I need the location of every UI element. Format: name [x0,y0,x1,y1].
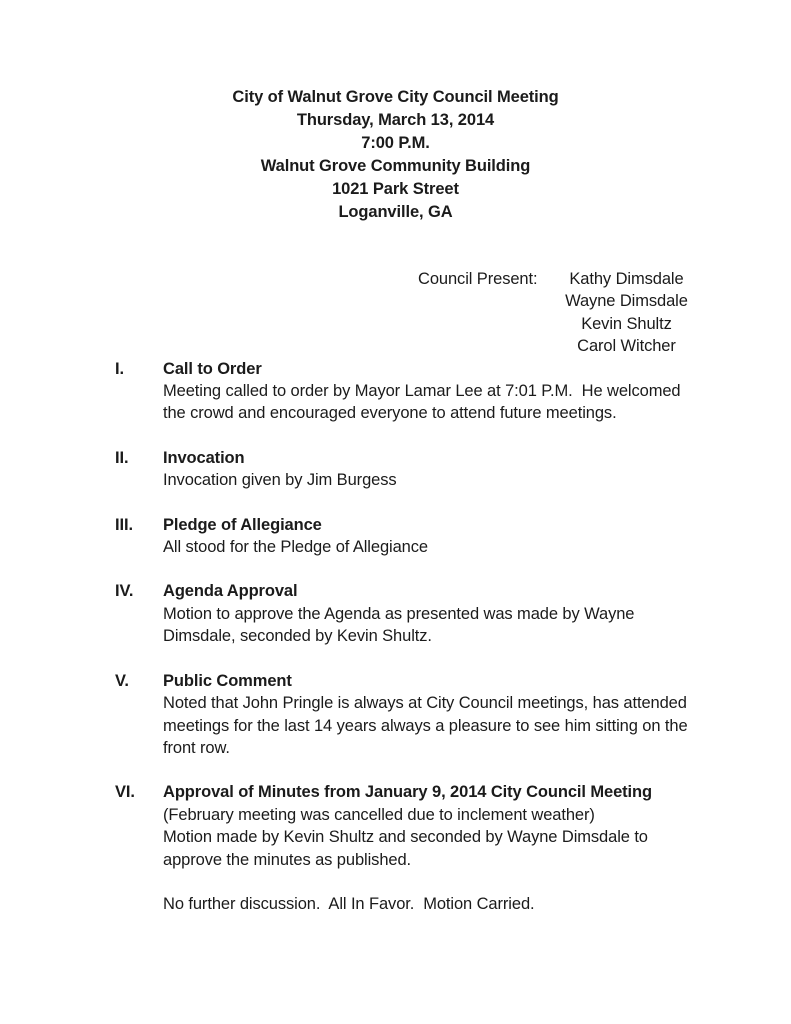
section-numeral: V. [115,671,129,690]
section-text-line: meetings for the last 14 years always a pleasure to see him sitting on the [163,716,688,735]
council-member: Kevin Shultz [581,314,672,333]
section-text-line: Motion to approve the Agenda as presented was made by Wayne [163,604,635,623]
section-content [163,670,738,760]
section-text-line: No further discussion. All In Favor. Motion Carried. [163,895,535,914]
meeting-date: Thursday, March 13, 2014 [296,111,495,129]
section-content [163,580,738,647]
section-text-line: Dimsdale, seconded by Kevin Shultz. [163,627,432,646]
section-numeral: III. [115,515,133,534]
council-member: Wayne Dimsdale [565,292,688,311]
council-member: Kathy Dimsdale [569,270,684,288]
section-invocation [115,447,791,492]
section-call-to-order [115,358,791,425]
motion-result-paragraph [163,893,738,915]
section-title: Agenda Approval [163,582,298,601]
section-content [163,358,738,425]
section-title: Invocation [163,448,245,467]
section-title: Public Comment [163,671,292,690]
section-text-line: approve the minutes as published. [163,850,412,869]
section-content [163,447,738,492]
section-text-line: the crowd and encouraged everyone to attend future meetings. [163,404,617,423]
council-present-label: Council Present: [418,270,538,288]
section-numeral: II. [115,448,129,467]
section-pledge-of-allegiance [115,514,791,559]
section-title: Pledge of Allegiance [163,515,322,534]
section-approval-of-minutes [115,781,791,915]
section-text-line: Invocation given by Jim Burgess [163,471,397,490]
section-text-line: Meeting called to order by Mayor Lamar Lee at 7:01 P.M. He welcomed [163,382,681,401]
section-title: Call to Order [163,359,262,378]
council-present-block [418,268,791,358]
section-text-line: front row. [163,738,230,757]
section-numeral: I. [115,359,124,378]
section-numeral: IV. [115,582,134,601]
document-title-block [0,0,791,224]
section-content [163,514,738,559]
council-member-list [553,268,699,358]
meeting-city: Loganville, GA [338,203,453,221]
meeting-street: 1021 Park Street [332,180,459,198]
section-numeral: VI. [115,783,135,802]
section-text-line: (February meeting was cancelled due to inclement weather) [163,805,595,824]
meeting-time: 7:00 P.M. [361,134,430,152]
section-title: Approval of Minutes from January 9, 2014 City Council Meeting [163,783,652,802]
section-text-line: Noted that John Pringle is always at City Council meetings, has attended [163,694,687,713]
agenda-sections [0,358,791,916]
section-content [163,781,738,915]
section-text-line: All stood for the Pledge of Allegiance [163,538,428,557]
section-agenda-approval [115,580,791,647]
meeting-venue: Walnut Grove Community Building [260,157,531,175]
council-member: Carol Witcher [577,337,676,356]
section-public-comment [115,670,791,760]
section-text-line: Motion made by Kevin Shultz and seconded by Wayne Dimsdale to [163,828,648,847]
document-title: City of Walnut Grove City Council Meeting [232,88,559,106]
